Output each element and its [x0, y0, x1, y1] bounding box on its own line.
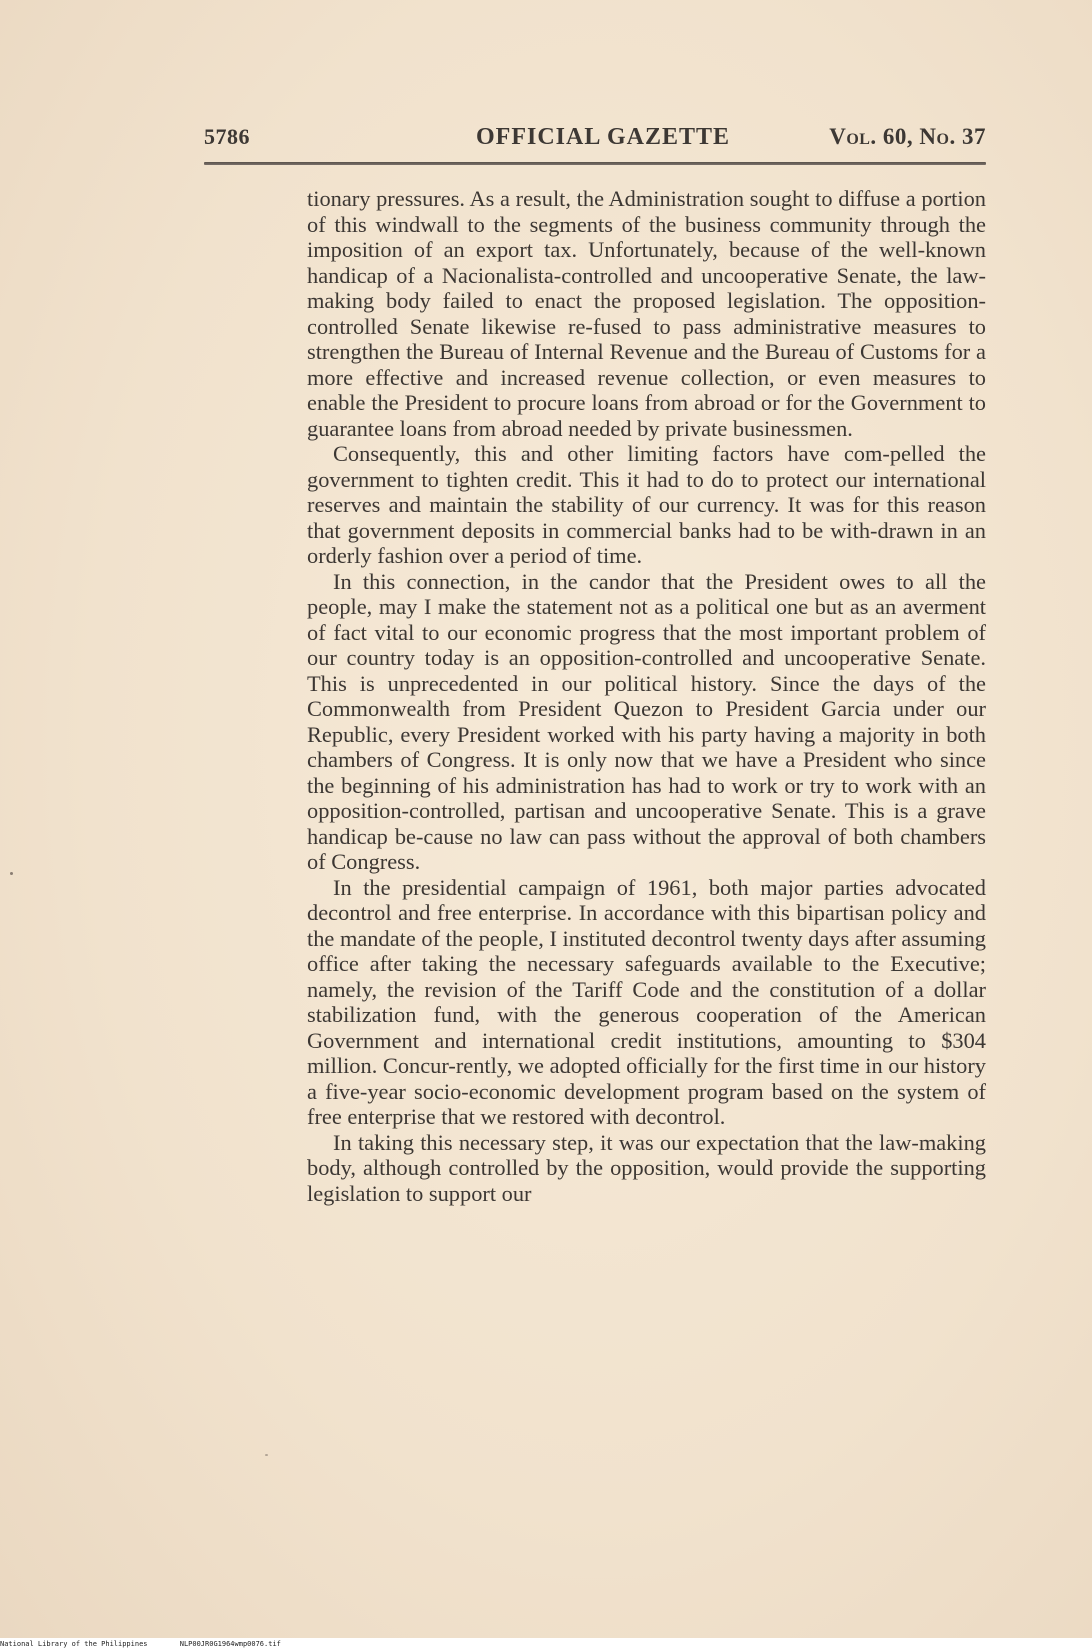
paper-speck — [265, 1454, 268, 1456]
paragraph-2: Consequently, this and other limiting factors have com-pelled the government to tighten credit. This it had to do to protect our international reserves and maintain the stability of our currency. It was for this reason that government deposits in commercial banks had to be with-drawn in an orderly fashion over a period of time. — [307, 441, 986, 568]
running-header — [204, 124, 986, 158]
library-name: National Library of the Philippines — [0, 1640, 148, 1648]
paragraph-3: In this connection, in the candor that the President owes to all the people, may I make the statement not as a political one but as an averment of fact vital to our economic progress that the most important problem of our country today is an opposition-controlled and uncooperative Senate. This is unprecedented in our political history. Since the days of the Commonwealth from President Quezon to President Garcia under our Republic, every President worked with his party having a majority in both chambers of Congress. It is only now that we have a President who since the beginning of his administration has had to work or try to work with an opposition-controlled, partisan and uncooperative Senate. This is a grave handicap be-cause no law can pass without the approval of both chambers of Congress. — [307, 568, 986, 874]
scan-file-name: NLP00JR0G1964wmp0076.tif — [179, 1640, 281, 1648]
page-number: 5786 — [204, 124, 250, 149]
scan-footer — [0, 1638, 1092, 1650]
volume-info: Vol. 60, No. 37 — [829, 124, 986, 149]
paragraph-1: tionary pressures. As a result, the Administration sought to diffuse a portion of this windwall to the segments of the business community through the imposition of an export tax. Unfortunately, because of the well-known handicap of a Nacionalista-controlled and uncooperative Senate, the law-making body failed to enact the proposed legislation. The opposition-controlled Senate likewise re-fused to pass administrative measures to strengthen the Bureau of Internal Revenue and the Bureau of Customs for a more effective and increased revenue collection, or even measures to enable the President to procure loans from abroad or for the Government to guarantee loans from abroad needed by private businessmen. — [307, 186, 986, 441]
header-rule — [204, 162, 986, 165]
paper-speck — [10, 872, 13, 875]
paragraph-5: In taking this necessary step, it was our expectation that the law-making body, although controlled by the opposition, would provide the supporting legislation to support our — [307, 1129, 986, 1206]
journal-title: OFFICIAL GAZETTE — [476, 124, 731, 150]
paragraph-4: In the presidential campaign of 1961, both major parties advocated decontrol and free enterprise. In accordance with this bipartisan policy and the mandate of the people, I instituted decontrol twenty days after assuming office after taking the necessary safeguards available to the Executive; namely, the revision of the Tariff Code and the constitution of a dollar stabilization fund, with the generous cooperation of the American Government and international credit institutions, amounting to $304 million. Concur-rently, we adopted officially for the first time in our history a five-year socio-economic development program based on the system of free enterprise that we restored with decontrol. — [307, 874, 986, 1129]
body-text — [307, 186, 986, 1206]
